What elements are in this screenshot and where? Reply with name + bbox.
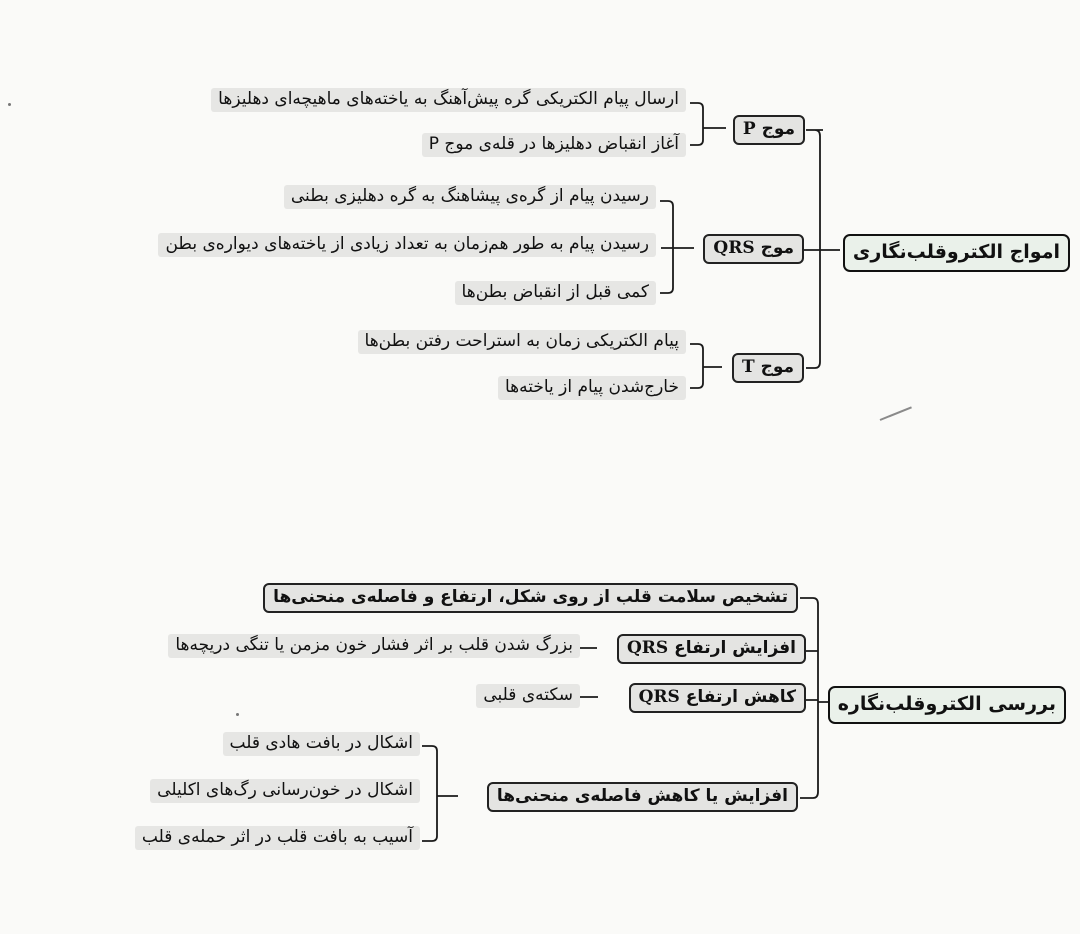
- branch-t-word: موج: [760, 357, 794, 377]
- branch-qrs-word: موج: [760, 238, 794, 258]
- leaf-t-2: خارج‌شدن پیام از یاخته‌ها: [498, 376, 686, 400]
- branch-qrs-increase-word: افزایش ارتفاع: [674, 638, 796, 658]
- connector-distance-leaves: [422, 746, 458, 841]
- leaf-distance-2: اشکال در خون‌رسانی رگ‌های اکلیلی: [150, 779, 420, 803]
- root-ecg-review: بررسی الکتروقلب‌نگاره: [828, 686, 1066, 724]
- leaf-qrs-3: کمی قبل از انقباض بطن‌ها: [455, 281, 656, 305]
- leaf-distance-3: آسیب به بافت قلب در اثر حمله‌ی قلب: [135, 826, 420, 850]
- leaf-qrs-1: رسیدن پیام از گره‌ی پیشاهنگ به گره دهلیزی بطنی: [284, 185, 656, 209]
- speck-1: [8, 103, 11, 106]
- leaf-distance-1: اشکال در بافت هادی قلب: [223, 732, 420, 756]
- branch-p-wave: [733, 115, 805, 145]
- leaf-p-1: ارسال پیام الکتریکی گره پیش‌آهنگ به یاخته‌های ماهیچه‌ای دهلیزها: [211, 88, 686, 112]
- branch-qrs-increase-code: QRS: [626, 638, 669, 658]
- branch-qrs-wave: [703, 234, 804, 264]
- branch-distance-change: افزایش یا کاهش فاصله‌ی منحنی‌ها: [487, 782, 798, 812]
- leaf-p-2: آغاز انقباض دهلیزها در قله‌ی موج P: [422, 133, 686, 157]
- connector-root1-branches: [804, 130, 840, 368]
- branch-qrs-decrease-word: کاهش ارتفاع: [685, 687, 796, 707]
- branch-qrs-decrease-code: QRS: [638, 687, 680, 707]
- leaf-qrs-increase: بزرگ شدن قلب بر اثر فشار خون مزمن یا تنگی دریچه‌ها: [168, 634, 580, 658]
- branch-t-wave: [732, 353, 804, 383]
- leaf-qrs-decrease: سکته‌ی قلبی: [476, 684, 580, 708]
- branch-qrs-increase: [617, 634, 806, 664]
- branch-t-code: T: [741, 357, 755, 377]
- connector-p-leaves: [690, 103, 726, 145]
- root-ecg-waves: امواج الکتروقلب‌نگاری: [843, 234, 1070, 272]
- branch-qrs-decrease: [629, 683, 806, 713]
- leaf-qrs-2: رسیدن پیام به طور هم‌زمان به تعداد زیادی از یاخته‌های دیواره‌ی بطن: [158, 233, 656, 257]
- connector-qrs-leaves: [660, 201, 694, 293]
- branch-qrs-code: QRS: [713, 238, 755, 258]
- leaf-t-1: پیام الکتریکی زمان به استراحت رفتن بطن‌ها: [358, 330, 686, 354]
- item-health-diagnosis: تشخیص سلامت قلب از روی شکل، ارتفاع و فاصله‌ی منحنی‌ها: [263, 583, 798, 613]
- branch-p-word: موج: [761, 119, 795, 139]
- speck-2: [236, 713, 239, 716]
- connector-t-leaves: [690, 344, 722, 388]
- branch-p-code: P: [742, 119, 756, 139]
